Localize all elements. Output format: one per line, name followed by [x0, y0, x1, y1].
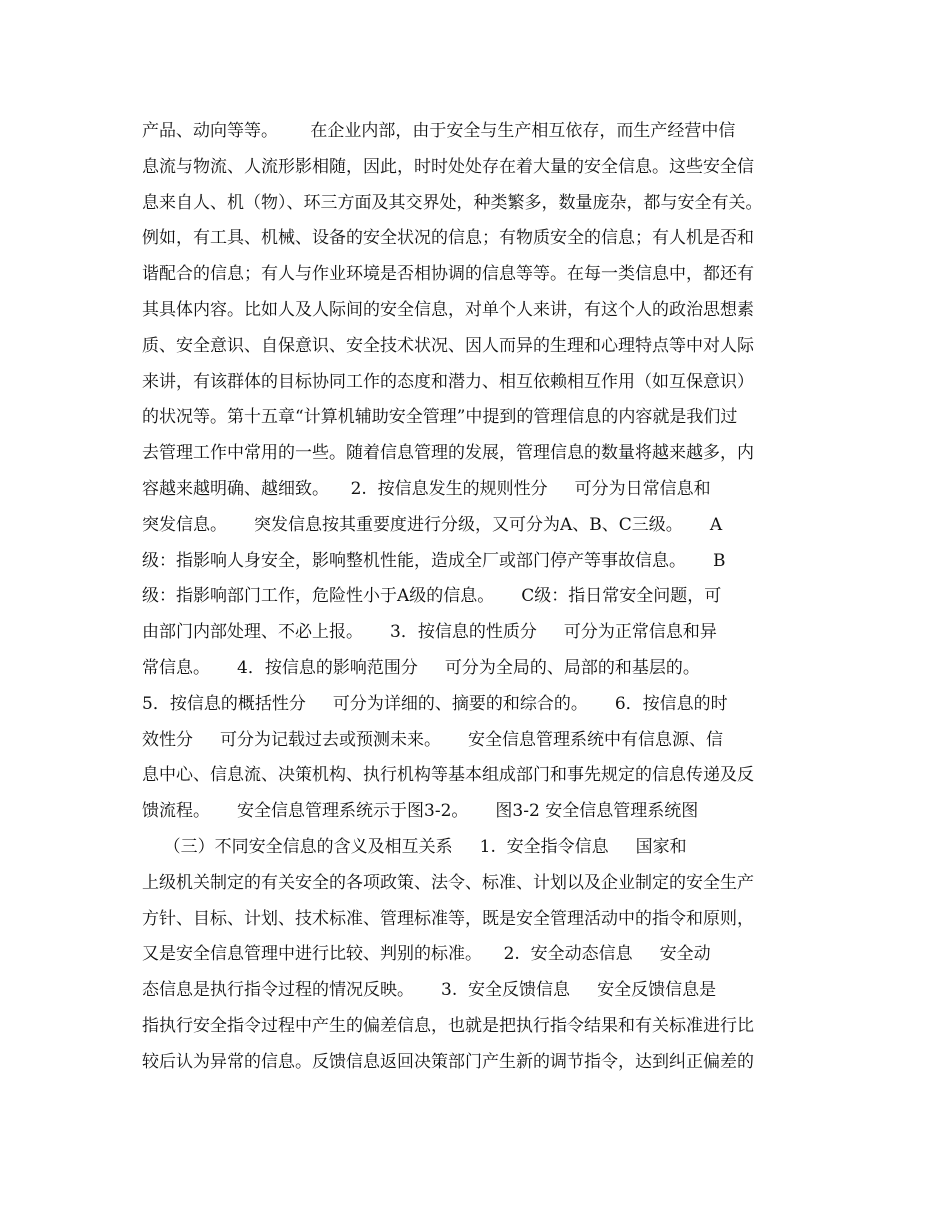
- text-line: 由部门内部处理、不必上报。 3．按信息的性质分 可分为正常信息和异: [142, 622, 717, 643]
- text-line: 质、安全意识、自保意识、安全技术状况、因人而异的生理和心理特点等中对人际: [142, 335, 754, 356]
- text-line: 又是安全信息管理中进行比较、判别的标准。 2. 安全动态信息 安全动: [142, 944, 711, 965]
- text-line: 谐配合的信息；有人与作业环境是否相协调的信息等等。在每一类信息中，都还有: [142, 264, 754, 285]
- body-text: [142, 116, 822, 1083]
- text-line: 产品、动向等等。 在企业内部，由于安全与生产相互依存，而生产经营中信: [142, 121, 736, 141]
- text-line: 息来自人、机（物）、环三方面及其交界处，种类繁多，数量庞杂，都与安全有关。: [142, 192, 763, 213]
- text-line: 效性分 可分为记载过去或预测未来。 安全信息管理系统中有信息源、信: [142, 729, 724, 750]
- text-line: 去管理工作中常用的一些。随着信息管理的发展，管理信息的数量将越来越多，内: [142, 443, 754, 464]
- text-line: 例如，有工具、机械、设备的安全状况的信息；有物质安全的信息；有人机是否和: [142, 228, 754, 249]
- text-line: 来讲，有该群体的目标协同工作的态度和潜力、相互依赖相互作用（如互保意识）: [142, 371, 754, 392]
- text-line: 上级机关制定的有关安全的各项政策、法令、标准、计划以及企业制定的安全生产: [142, 872, 754, 893]
- text-line: 馈流程。 安全信息管理系统示于图3-2。 图3-2 安全信息管理系统图: [142, 801, 699, 822]
- text-line: 5．按信息的概括性分 可分为详细的、摘要的和综合的。 6．按信息的时: [142, 693, 728, 714]
- text-line: （三）不同安全信息的含义及相互关系 1. 安全指令信息 国家和: [142, 836, 687, 857]
- text-line: 级：指影响部门工作，危险性小于A级的信息。 C级：指日常安全问题，可: [142, 586, 722, 607]
- text-line: 的状况等。第十五章“计算机辅助安全管理”中提到的管理信息的内容就是我们过: [142, 407, 738, 428]
- text-line: 常信息。 4．按信息的影响范围分 可分为全局的、局部的和基层的。: [142, 657, 700, 678]
- text-line: 态信息是执行指令过程的情况反映。 3. 安全反馈信息 安全反馈信息是: [142, 980, 717, 1001]
- text-line: 指执行安全指令过程中产生的偏差信息，也就是把执行指令结果和有关标准进行比: [142, 1015, 754, 1036]
- text-line: 容越来越明确、越细致。 2. 按信息发生的规则性分 可分为日常信息和: [142, 478, 711, 499]
- text-line: 突发信息。 突发信息按其重要度进行分级，又可分为A、B、C三级。 A: [142, 514, 723, 535]
- text-line: 息中心、信息流、决策机构、执行机构等基本组成部门和事先规定的信息传递及反: [142, 765, 754, 786]
- text-line: 息流与物流、人流形影相随，因此，时时处处存在着大量的安全信息。这些安全信: [142, 156, 754, 177]
- text-line: 较后认为异常的信息。反馈信息返回决策部门产生新的调节指令，达到纠正偏差的: [142, 1051, 754, 1072]
- text-line: 方针、目标、计划、技术标准、管理标准等，既是安全管理活动中的指令和原则，: [142, 908, 754, 929]
- text-line: 其具体内容。比如人及人际间的安全信息，对单个人来讲，有这个人的政治思想素: [142, 299, 754, 320]
- text-line: 级：指影响人身安全，影响整机性能，造成全厂或部门停产等事故信息。 B: [142, 550, 726, 571]
